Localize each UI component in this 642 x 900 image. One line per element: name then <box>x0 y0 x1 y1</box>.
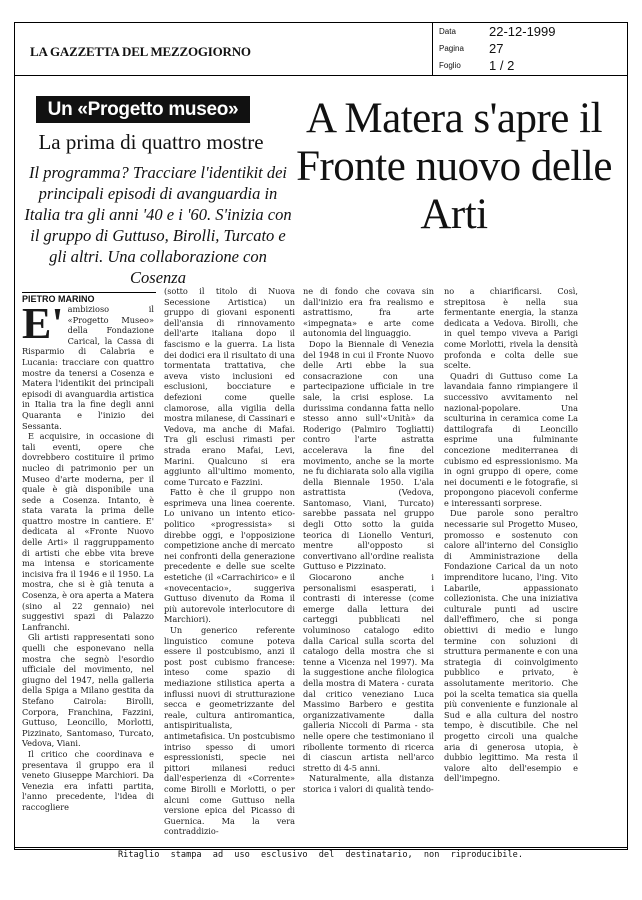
meta-label: Foglio <box>439 61 461 70</box>
clipping-header <box>14 22 628 76</box>
paragraph: Fatto è che il gruppo non esprimeva una linea coerente. Lo univano un intento etico-politico «progressista» si direbbe oggi, e l'opposizione competizione anche di mercato nei confronti della generazione precedente e delle sue scelte estetiche (il «Carrachirico» e il «novecentacio», suggeriva Guttuso divenuto da Roma il più autorevole interlocutore di Marchiori). <box>164 487 295 625</box>
paragraph: Quadri di Guttuso come La lavandaia fanno rimpiangere il successivo avvitamento nel nazional-popolare. Una sculturina in ceramica come La dattilografa di Leoncillo esprime una fulminante concezione mediterranea di cubismo ed espressionismo. Ma in ogni gruppo di opere, come nei documenti e le fotografie, si propongono piacevoli conferme e interessanti sorprese. <box>444 370 578 508</box>
meta-row-page <box>433 41 629 57</box>
reproduction-notice: Ritaglio stampa ad uso esclusivo del destinatario, non riproducibile. <box>14 847 628 861</box>
paragraph: Gli artisti rappresentati sono quelli che esponevano nella mostra che segnò l'esordio ufficiale del movimento, nel giugno del 1947, nella galleria della Spiga a Milano gestita da Stefano Cairola: Birolli, Corpora, Franchina, Fazzini, Guttuso, Leoncillo, Morlotti, Pizzinato, Santomaso, Turcato, Vedova, Viani. <box>22 632 154 749</box>
paragraph: Giocarono anche i personalismi esasperati, i contrasti di interesse (come emerge dalla lettura dei carteggi pubblicati nel voluminoso catalogo edito dalla Carical sulla scorta del catalogo della mostra che si tenne a Vicenza nel 1997). Ma la suggestione anche filologica della mostra di Matera - curata dal critico veneziano Luca Massimo Barbero e gestita organizzativamente dalla galleria Niccoli di Parma - sta nelle opere che testimoniano il ribollente tormento di ricerca di ciascun artista nell'arco stretto di 4-5 anni. <box>303 572 434 773</box>
paragraph: Dopo la Biennale di Venezia del 1948 in cui il Fronte Nuovo delle Arti ebbe la sua consacrazione con una partecipazione ufficiale in tre sale, la crisi esplose. La durissima condanna fatta nello stesso anno sull'«Unità» da Roderigo (Palmiro Togliatti) contro l'arte astratta accelerava la fine del movimento, anche se la morte ne fu dichiarata solo alla vigilia della Biennale 1950. L'ala astrattista (Vedova, Santomaso, Viani, Turcato) sarebbe passata nel gruppo degli Otto sotto la guida teorica di Lionello Venturi, mentre all'opposto si convertivano all'ordine realista Guttuso e Pizzinato. <box>303 338 434 572</box>
article-headline: A Matera s'apre il Fronte nuovo delle Arti <box>296 95 612 238</box>
paragraph: Un generico referente linguistico comune poteva essere il postcubismo, anzi il post post cubismo francese: inteso come spazio di mediazione stilistica aperta a influssi nuovi di strutturazione secca e geometrizzante del reale, cultura antiromantica, antispiritualista, antimetafisica. Un postcubismo intriso spesso di umori espressionisti, specie nei pittori milanesi reduci dall'esperienza di «Corrente» come Birolli e Morlotti, o per alcuni come Guttuso nella versione epica del Picasso di Guernica. Ma la vera contraddizio- <box>164 625 295 837</box>
paragraph: (sotto il titolo di Nuova Secessione Artistica) un gruppo di giovani esponenti dell'ansia di rinnovamento dell'arte italiana dopo il fascismo e la guerra. La lista dei dodici era il risultato di una tormentata trattativa, che aveva visto inclusioni ed esclusioni, bocciature e defezioni come quelle clamorose, alla vigilia della mostra milanese, di Cassinari e Vedova, ma anche di Mafai. Tra gli esclusi rimasti per strada erano Mafai, Levi, Marini. Qualcuno si era aggiunto all'ultimo momento, come Turcato e Fazzini. <box>164 286 295 487</box>
meta-value-page: 27 <box>489 41 504 56</box>
drop-cap: E' <box>22 299 64 348</box>
article-column-2 <box>164 286 295 837</box>
article-column-3 <box>303 286 434 795</box>
meta-row-sheet <box>433 58 629 74</box>
article-subtitle: La prima di quattro mostre <box>38 130 264 154</box>
clipping-meta-box <box>432 22 628 76</box>
paragraph: ambizioso il «Progetto Museo» della Fondazione Carical, la Cassa di Risparmio di Calabria e Lucania: tracciare con quattro mostre da tenersi a Cosenza e Matera l'identikit dei principali episodi di avanguardia artistica in Italia tra la fine degli anni Quaranta e l'inizio dei Sessanta. <box>22 304 154 431</box>
paragraph: no a chiarificarsi. Così, strepitosa è nella sua fermentante energia, la stanza dedicata a Vedova. Birolli, che in quel tempo viveva a Parigi come Morlotti, rivela la densità profonda e colta delle sue scelte. <box>444 286 578 371</box>
paragraph: Due parole sono peraltro necessarie sul Progetto Museo, promosso e sostenuto con calore all'interno del Consiglio di Amministrazione della Fondazione Carical da un noto imprenditore lucano, l'ing. Vito Labarile, appassionato collezionista. Che una iniziativa culturale punti ad uscire dall'effimero, che si ponga obiettivi di medio e lungo termine con soluzioni di struttura permanente e con una strategia di coinvolgimento pubblico e privato, è assolutamente meritorio. Che poi la scelta tematica sia quella più conveniente e funzionale al Sud e alla cultura del nostro tempo, è discutibile. Che nel progetto circoli una qualche aria di generosa utopia, è dubbio legittimo. Ma resta il valore alto dell'esempio e dell'impegno. <box>444 508 578 784</box>
meta-value-sheet: 1 / 2 <box>489 58 515 73</box>
paragraph: Naturalmente, alla distanza storica i valori di qualità tendo- <box>303 773 434 794</box>
meta-value-date: 22-12-1999 <box>489 24 556 39</box>
article-kicker: Un «Progetto museo» <box>36 96 250 123</box>
meta-label: Pagina <box>439 44 464 53</box>
meta-label: Data <box>439 27 456 36</box>
paragraph: Il critico che coordinava e presentava il gruppo era il veneto Giuseppe Marchiori. Da Venezia era infatti partita, l'anno precedente, l'idea di raccogliere <box>22 748 154 812</box>
meta-row-date <box>433 24 629 40</box>
paragraph: ne di fondo che covava sin dall'inizio era fra realismo e astrattismo, fra arte «impegnata» e arte come autonomia del linguaggio. <box>303 286 434 339</box>
article-byline: PIETRO MARINO <box>22 292 156 304</box>
paragraph: E acquisire, in occasione di tali eventi, opere che dovrebbero costituire il primo nucleo di patrimonio per un Museo d'arte moderna, per il quale è già disponibile una sede a Cosenza. Intanto, è stata varata la prima delle quattro mostre in cantiere. E' dedicata al «Fronte Nuovo delle Arti» il raggruppamento di artisti che ebbe vita breve ma intensa e storicamente incisiva fra il 1946 e il 1950. La mostra, che si è già tenuta a Cosenza, è ora aperta a Matera (sino al 22 gennaio) nei suggestivi spazi di Palazzo Lanfranchi. <box>22 431 154 632</box>
article-column-4 <box>444 286 578 784</box>
article-summary: Il programma? Tracciare l'identikit dei principali episodi di avanguardia in Italia tra gli anni '40 e i '60. S'inizia con il gruppo di Guttuso, Birolli, Turcato e gli altri. Una collaborazione con Cosenza <box>24 163 292 287</box>
newspaper-name: LA GAZZETTA DEL MEZZOGIORNO <box>30 44 251 59</box>
